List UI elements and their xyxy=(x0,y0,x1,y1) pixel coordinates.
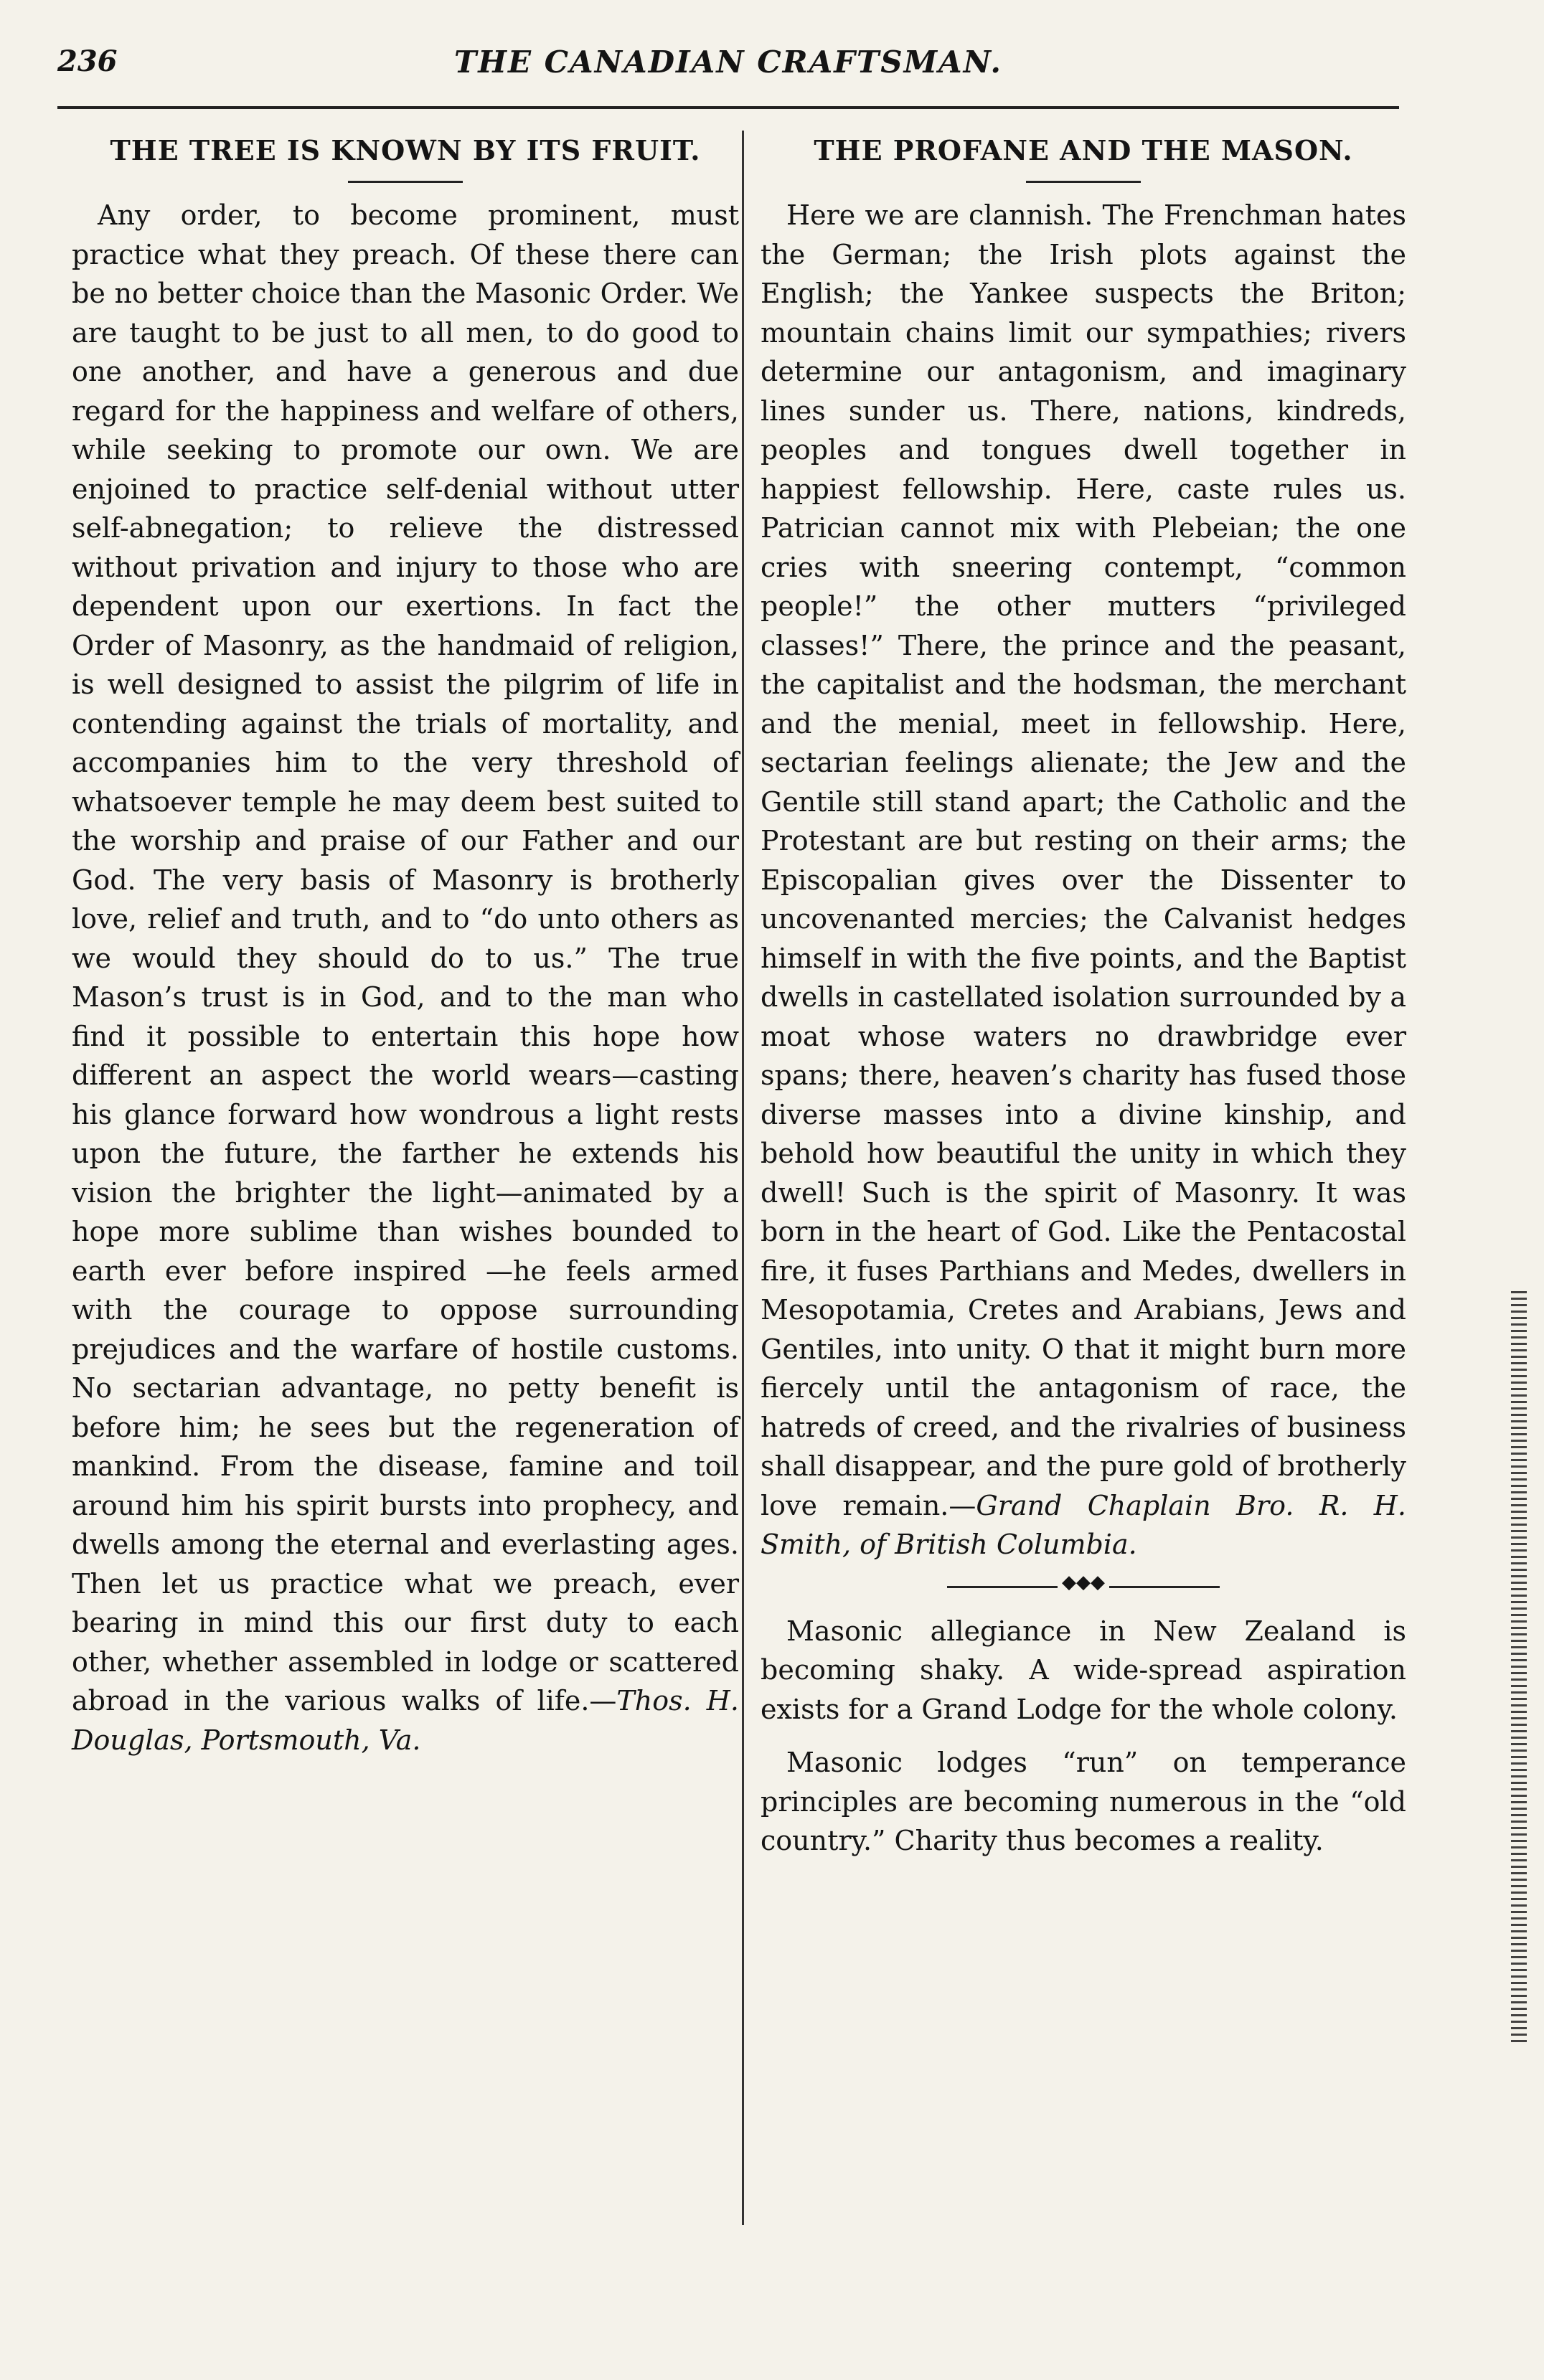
page-number: 236 xyxy=(57,44,118,78)
left-article-title: THE TREE IS KNOWN BY ITS FRUIT. xyxy=(110,134,701,166)
title-rule xyxy=(1026,181,1141,183)
ornament-divider xyxy=(947,1571,1220,1593)
running-head xyxy=(57,44,1399,95)
scan-edge-artifact xyxy=(1511,1291,1527,2044)
right-article-body xyxy=(761,196,1406,1564)
journal-title: THE CANADIAN CRAFTSMAN. xyxy=(454,44,1002,80)
note-new-zealand: Masonic allegiance in New Zealand is becoming shaky. A wide-spread aspiration exists for a Grand Lodge for the whole colony. xyxy=(761,1615,1406,1725)
left-article-body xyxy=(72,196,739,1760)
left-column xyxy=(72,131,739,1760)
right-article-title: THE PROFANE AND THE MASON. xyxy=(814,134,1353,166)
header-rule xyxy=(57,106,1399,109)
left-article-byline: Thos. H. Douglas, Portsmouth, Va. xyxy=(72,1685,740,1756)
column-divider xyxy=(742,131,744,2225)
right-article-byline: Grand Chaplain Bro. R. H. Smith, of British Columbia. xyxy=(761,1489,1406,1560)
left-article-text: Any order, to become prominent, must practice what they preach. Of these there can be no better choice than the Masonic Order. We are taught to be just to all men, to do good to one another, and have a generous and due regard for the happiness and welfare of others, while seeking to promote our own. We are enjoined to practice self-denial without utter self-abnegation; to relieve the distressed without privation and injury to those who are dependent upon our exertions. In fact the Order of Masonry, as the handmaid of religion, is well designed to assist the pilgrim of life in contending against the trials of mortality, and accompanies him to the very threshold of whatsoever temple he may deem best suited to the worship and praise of our Father and our God. The very basis of Masonry is brotherly love, relief and truth, and to “do unto others as we would they should do to us.” The true Mason’s trust is in God, and to the man who find it possible to entertain this hope how different an aspect the world wears—casting his glance forward how wondrous a light rests upon the future, the farther he extends his vision the brighter the light—animated by a hope more sublime than wishes bounded to earth ever before inspired —he feels armed with the courage to oppose surrounding prejudices and the warfare of hostile customs. No sectarian advantage, no petty benefit is before him; he sees but the regeneration of mankind. From the disease, famine and toil around him his spirit bursts into prophecy, and dwells among the eternal and everlasting ages. Then let us practice what we preach, ever bearing in mind this our first duty to each other, whether assembled in lodge or scattered abroad in the various walks of life.— xyxy=(72,199,739,1716)
right-column xyxy=(761,131,1406,1861)
note-temperance: Masonic lodges “run” on temperance principles are becoming numerous in the “old country.” Charity thus becomes a reality. xyxy=(761,1747,1406,1856)
ornament-icon: ◆◆◆ xyxy=(1058,1572,1109,1593)
title-rule xyxy=(348,181,463,183)
right-article-text: Here we are clannish. The Frenchman hates the German; the Irish plots against the English; the Yankee suspects the Briton; mountain chains limit our sympathies; rivers determine our antagonism, and imaginary lines sunder us. There, nations, kindreds, peoples and tongues dwell together in happiest fellowship. Here, caste rules us. Patrician cannot mix with Plebeian; the one cries with sneering contempt, “common people!” the other mutters “privileged classes!” There, the prince and the peasant, the capitalist and the hodsman, the merchant and the menial, meet in fellowship. Here, sectarian feelings alienate; the Jew and the Gentile still stand apart; the Catholic and the Protestant are but resting on their arms; the Episcopalian gives over the Dissenter to uncovenanted mercies; the Calvanist hedges himself in with the five points, and the Baptist dwells in castellated isolation surrounded by a moat whose waters no drawbridge ever spans; there, heaven’s charity has fused those diverse masses into a divine kinship, and behold how beautiful the unity in which they dwell! Such is the spirit of Masonry. It was born in the heart of God. Like the Pentacostal fire, it fuses Parthians and Medes, dwellers in Mesopotamia, Cretes and Arabians, Jews and Gentiles, into unity. O that it might burn more fiercely until the antagonism of race, the hatreds of creed, and the rivalries of business shall disappear, and the pure gold of brotherly love remain.— xyxy=(761,199,1406,1521)
spacer xyxy=(761,1729,1406,1743)
